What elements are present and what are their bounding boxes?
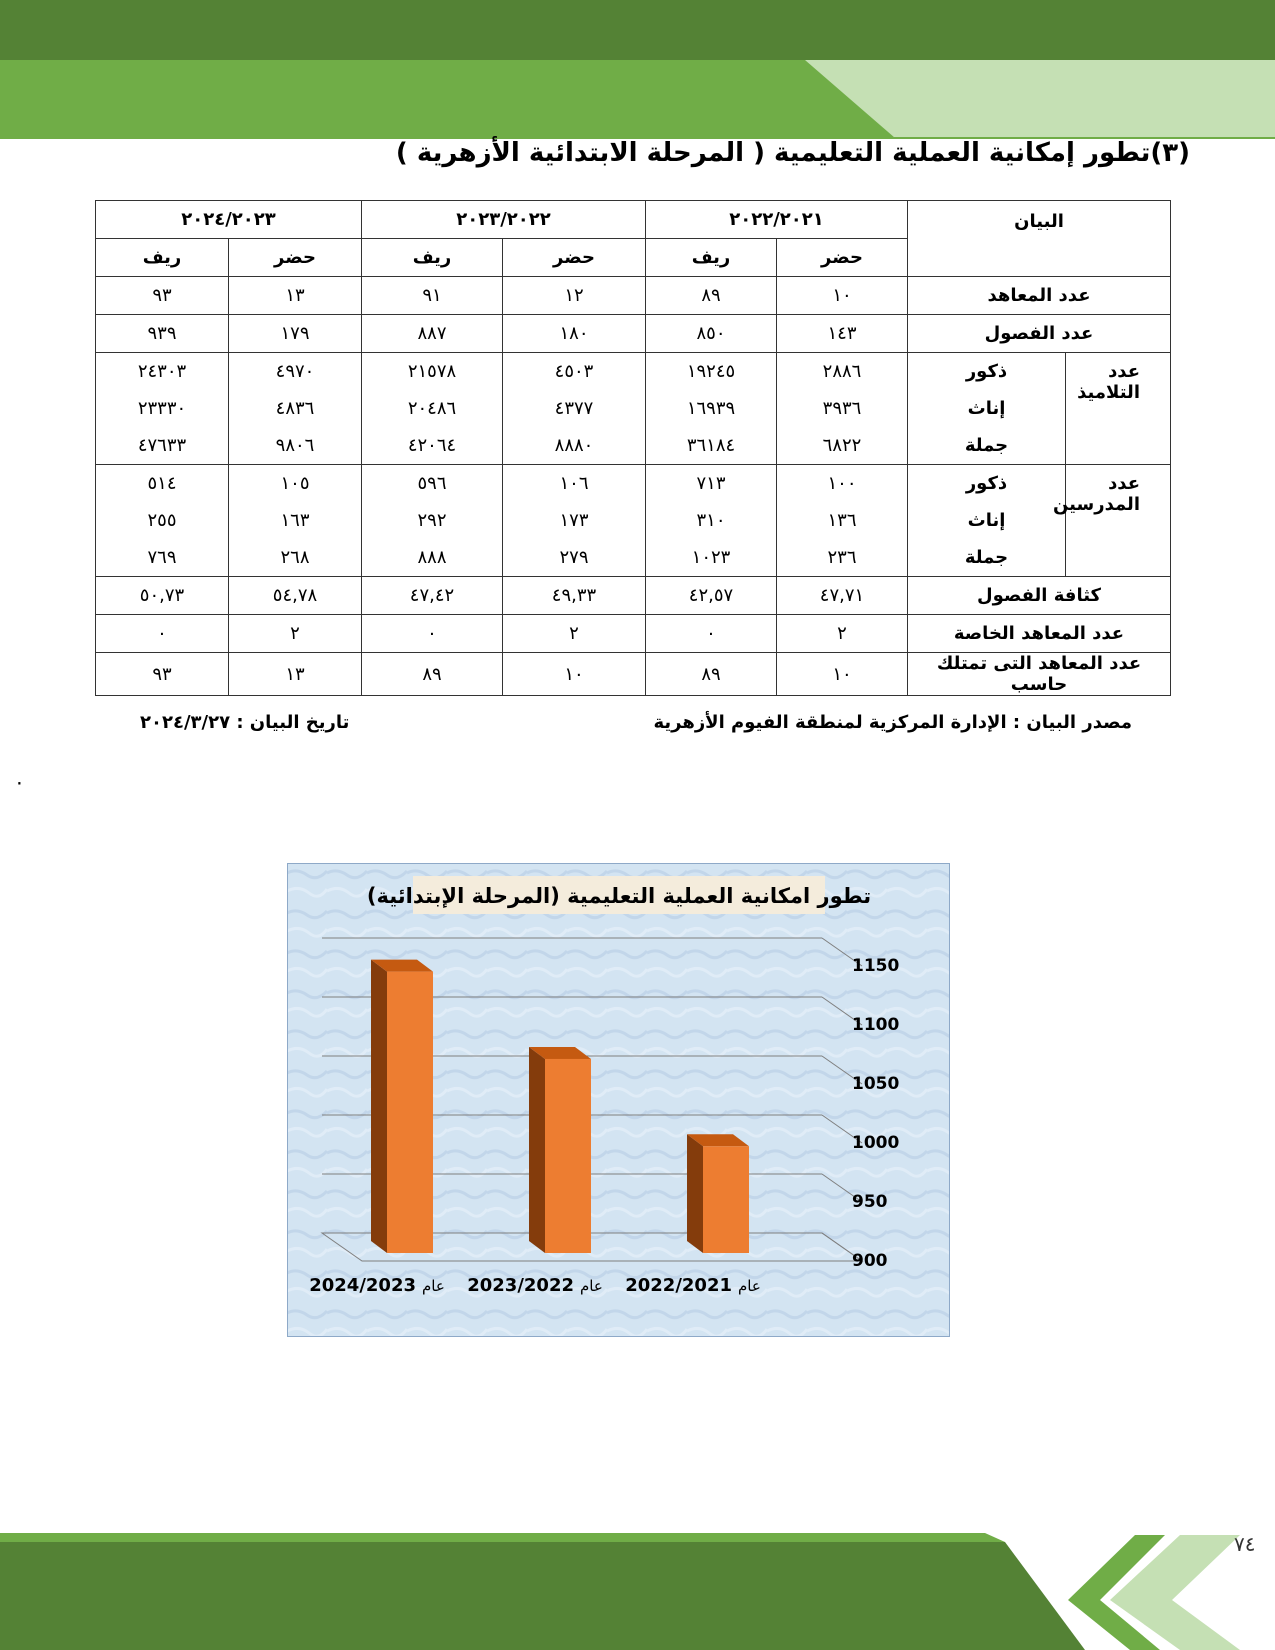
- table-cell: ٢٣٣٣٠: [137, 398, 187, 419]
- table-cell: ٤٢٠٦٤: [407, 435, 457, 456]
- table-cell: ٠: [646, 615, 777, 653]
- table-cell: ٨٥٠: [646, 315, 777, 353]
- table-cell: ٤٢,٥٧: [646, 577, 777, 615]
- table-cell: ٥١٤: [147, 473, 177, 494]
- table-cell-stack: [229, 465, 362, 577]
- table-row: [96, 315, 1171, 353]
- table-cell: ٤٨٣٦: [275, 398, 315, 419]
- statistics-table: [95, 200, 1171, 696]
- y-tick-label: 1050: [852, 1074, 900, 1094]
- y-tick-label: 950: [852, 1192, 888, 1212]
- table-cell: ١٠٦: [559, 473, 589, 494]
- row-label: كثافة الفصول: [908, 577, 1171, 615]
- table-cell: ١٠٥: [280, 473, 310, 494]
- row-label: عدد المعاهد الخاصة: [908, 615, 1171, 653]
- y-tick-label: 900: [852, 1251, 888, 1271]
- table-cell: ٢٣٦: [827, 547, 857, 568]
- year-header: ٢٠٢٣/٢٠٢٢: [362, 201, 646, 239]
- table-cell: ١٠٠: [827, 473, 857, 494]
- table-cell: ٨٨٨٠: [554, 435, 594, 456]
- table-cell-stack: [96, 353, 229, 465]
- table-cell: ٤٧,٤٢: [362, 577, 503, 615]
- bar-side: [529, 1047, 545, 1253]
- x-tick-label: 2022/2021: [625, 1275, 732, 1296]
- table-row-teachers: [96, 465, 1171, 577]
- table-cell: ٥٩٦: [417, 473, 447, 494]
- x-tick-prefix: عام: [580, 1277, 603, 1295]
- sub-label: ذكور: [965, 473, 1008, 494]
- table-cell: ٢٩٢: [417, 510, 447, 531]
- table-cell-stack: [96, 465, 229, 577]
- table-cell: ٢٦٨: [280, 547, 310, 568]
- table-cell-stack: [777, 353, 908, 465]
- data-date: تاريخ البيان : ٢٠٢٤/٣/٢٧: [140, 712, 350, 733]
- urban-header: حضر: [229, 239, 362, 277]
- table-cell: ١٠: [503, 653, 646, 696]
- rural-header: ريف: [362, 239, 503, 277]
- table-cell: ١٣٦: [827, 510, 857, 531]
- bar-side: [687, 1134, 703, 1253]
- table-cell: ٢٤٣٠٣: [137, 361, 187, 382]
- urban-header: حضر: [777, 239, 908, 277]
- table-cell: ١٠: [777, 653, 908, 696]
- bar: [703, 1146, 749, 1253]
- table-header-row: [96, 201, 1171, 239]
- table-cell: ١٤٣: [777, 315, 908, 353]
- table-cell-stack: [646, 353, 777, 465]
- table-cell: ٨٩: [646, 653, 777, 696]
- table-cell: ٢٥٥: [147, 510, 177, 531]
- table-cell: ٤٩٧٠: [275, 361, 315, 382]
- table-cell: ٤٣٧٧: [554, 398, 594, 419]
- table-cell: ٢٧٩: [559, 547, 589, 568]
- table-cell: ٤٧٦٣٣: [137, 435, 187, 456]
- table-cell: ٩٨٠٦: [275, 435, 315, 456]
- x-tick-label: 2023/2022: [467, 1275, 574, 1296]
- y-tick-label: 1100: [852, 1015, 900, 1035]
- table-cell: ١٦٩٣٩: [686, 398, 736, 419]
- table-cell: ١٣: [229, 277, 362, 315]
- table-cell-stack: [503, 353, 646, 465]
- page-number: ٧٤: [1234, 1532, 1256, 1556]
- data-source: مصدر البيان : الإدارة المركزية لمنطقة الفيوم الأزهرية: [653, 712, 1132, 733]
- x-tick-prefix: عام: [422, 1277, 445, 1295]
- sub-label: جملة: [964, 435, 1009, 456]
- x-tick-prefix: عام: [738, 1277, 761, 1295]
- year-header: ٢٠٢٢/٢٠٢١: [646, 201, 908, 239]
- row-label: عدد الفصول: [908, 315, 1171, 353]
- x-axis-labels: [309, 1275, 761, 1296]
- table-cell: ١٦٣: [280, 510, 310, 531]
- table-cell: ٤٧,٧١: [777, 577, 908, 615]
- x-tick-label: 2024/2023: [309, 1275, 416, 1296]
- table-cell: ٩٣٩: [96, 315, 229, 353]
- table-cell: ٢٨٨٦: [822, 361, 862, 382]
- sub-label: إناث: [967, 398, 1006, 419]
- chart-title: تطور امكانية العملية التعليمية (المرحلة الإبتدائية): [366, 884, 872, 908]
- urban-header: حضر: [503, 239, 646, 277]
- table-cell: ١٠٢٣: [691, 547, 731, 568]
- table-cell: ٠: [362, 615, 503, 653]
- table-cell: ٩١: [362, 277, 503, 315]
- footer-dark-band: [0, 1542, 1085, 1650]
- table-row: [96, 615, 1171, 653]
- table-cell: ٢٠٤٨٦: [407, 398, 457, 419]
- table-cell: ٣١٠: [696, 510, 726, 531]
- table-cell-stack: [229, 353, 362, 465]
- table-cell: ٣٦١٨٤: [686, 435, 736, 456]
- header-banner: [0, 0, 1275, 140]
- table-cell: ٨٨٧: [362, 315, 503, 353]
- table-cell: ٥٤,٧٨: [229, 577, 362, 615]
- sub-label: جملة: [964, 547, 1009, 568]
- table-cell: ١٧٩: [229, 315, 362, 353]
- row-label: عدد التلاميذ: [1066, 353, 1171, 465]
- table-cell: ٨٩: [362, 653, 503, 696]
- row-label: عدد المعاهد: [908, 277, 1171, 315]
- table-cell-stack: [362, 353, 503, 465]
- table-cell: ٢: [229, 615, 362, 653]
- table-cell: ٤٩,٣٣: [503, 577, 646, 615]
- table-cell: ٦٨٢٢: [822, 435, 862, 456]
- table-cell: ٨٨٨: [417, 547, 447, 568]
- table-cell: ٧١٣: [696, 473, 726, 494]
- row-label: عدد المعاهد التى تمتلك حاسب: [908, 653, 1171, 696]
- table-cell: ١٩٢٤٥: [686, 361, 736, 382]
- y-tick-label: 1150: [852, 956, 900, 976]
- table-cell: ١٢: [503, 277, 646, 315]
- table-cell-stack: [646, 465, 777, 577]
- table-cell: ١٧٣: [559, 510, 589, 531]
- rural-header: ريف: [646, 239, 777, 277]
- table-cell: ٢١٥٧٨: [407, 361, 457, 382]
- footer-banner: [0, 1530, 1275, 1650]
- sub-label: إناث: [967, 510, 1006, 531]
- table-cell: ٠: [96, 615, 229, 653]
- sub-labels: [908, 465, 1066, 577]
- table-cell: ٢: [777, 615, 908, 653]
- bar-chart: [287, 863, 950, 1337]
- row-label: عدد المدرسين: [1066, 465, 1171, 577]
- table-cell: ٧٦٩: [147, 547, 177, 568]
- y-tick-label: 1000: [852, 1133, 900, 1153]
- stray-mark: ٠: [14, 770, 25, 794]
- table-row: [96, 653, 1171, 696]
- table-row-students: [96, 353, 1171, 465]
- bar: [387, 972, 433, 1253]
- rural-header: ريف: [96, 239, 229, 277]
- table-cell-stack: [362, 465, 503, 577]
- table-row: [96, 577, 1171, 615]
- bar: [545, 1059, 591, 1253]
- bar-side: [371, 960, 387, 1253]
- table-cell: ٥٠,٧٣: [96, 577, 229, 615]
- header-dark-band: [0, 0, 1275, 60]
- table-row: [96, 277, 1171, 315]
- table-cell: ٨٩: [646, 277, 777, 315]
- page-title: (٣)تطور إمكانية العملية التعليمية ( المرحلة الابتدائية الأزهرية ): [395, 138, 1190, 168]
- year-header: ٢٠٢٤/٢٠٢٣: [96, 201, 362, 239]
- table-cell: ٩٣: [96, 653, 229, 696]
- table-cell: ٣٩٣٦: [822, 398, 862, 419]
- table-cell: ٤٥٠٣: [554, 361, 594, 382]
- corner-cell: البيان: [908, 201, 1171, 277]
- table-cell: ١٨٠: [503, 315, 646, 353]
- table-cell: ١٠: [777, 277, 908, 315]
- table-cell: ١٣: [229, 653, 362, 696]
- sub-labels: [908, 353, 1066, 465]
- table-cell-stack: [503, 465, 646, 577]
- sub-label: ذكور: [965, 361, 1008, 382]
- table-cell: ٩٣: [96, 277, 229, 315]
- table-cell: ٢: [503, 615, 646, 653]
- table-cell-stack: [777, 465, 908, 577]
